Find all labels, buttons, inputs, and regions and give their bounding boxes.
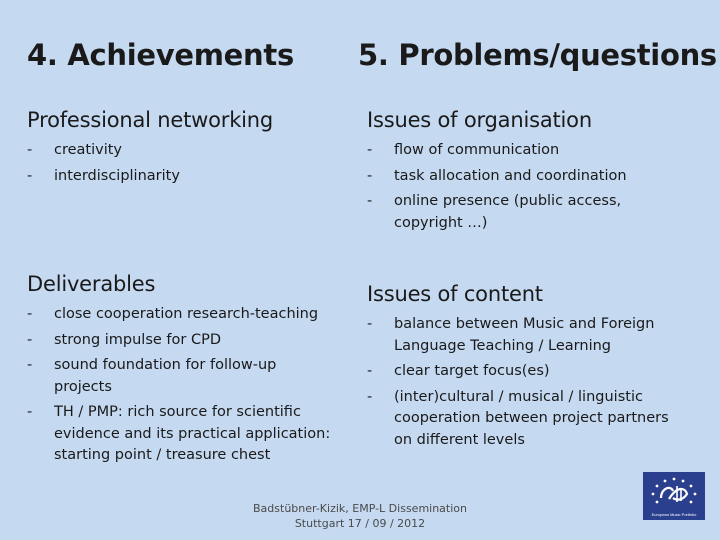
- list-item: - strong impulse for CPD: [27, 331, 221, 348]
- issues-of-organisation-title: Issues of organisation: [367, 108, 592, 132]
- problems-heading: 5. Problems/questions: [358, 38, 717, 72]
- list-item: - flow of communication: [367, 142, 560, 158]
- issues-of-content-title: Issues of content: [367, 282, 543, 306]
- achievements-heading: 4. Achievements: [27, 38, 294, 72]
- list-item: - sound foundation for follow-up projects: [27, 357, 277, 395]
- svg-text:European Music Portfolio: European Music Portfolio: [651, 512, 697, 517]
- list-item: - (inter)cultural / musical / linguistic cooperation between project partners on different levels: [367, 388, 669, 448]
- footer-date: Stuttgart 17 / 09 / 2012: [294, 517, 426, 530]
- list-item: - online presence (public access, copyright …): [367, 193, 622, 231]
- list-item: - balance between Music and Foreign Language Teaching / Learning: [367, 316, 655, 354]
- list-item: - task allocation and coordination: [367, 167, 627, 184]
- content-issues-list: [367, 314, 687, 455]
- footer-author: Badstübner-Kizik, EMP-L Dissemination: [253, 502, 467, 515]
- list-item: - TH / PMP: rich source for scientific evidence and its practical application: starting point / treasure chest: [27, 404, 331, 463]
- list-item: - close cooperation research-teaching: [27, 306, 319, 322]
- organisation-issues-list: [367, 140, 667, 238]
- deliverables-list: [27, 304, 332, 471]
- professional-networking-title: Professional networking: [27, 108, 274, 132]
- deliverables-title: Deliverables: [27, 272, 156, 296]
- emp-l-logo-icon: [643, 472, 705, 520]
- list-item: - clear target focus(es): [367, 363, 550, 379]
- slide-footer: [230, 501, 490, 531]
- list-item: - interdisciplinarity: [27, 167, 180, 184]
- list-item: - creativity: [27, 142, 123, 158]
- professional-networking-list: [27, 140, 327, 191]
